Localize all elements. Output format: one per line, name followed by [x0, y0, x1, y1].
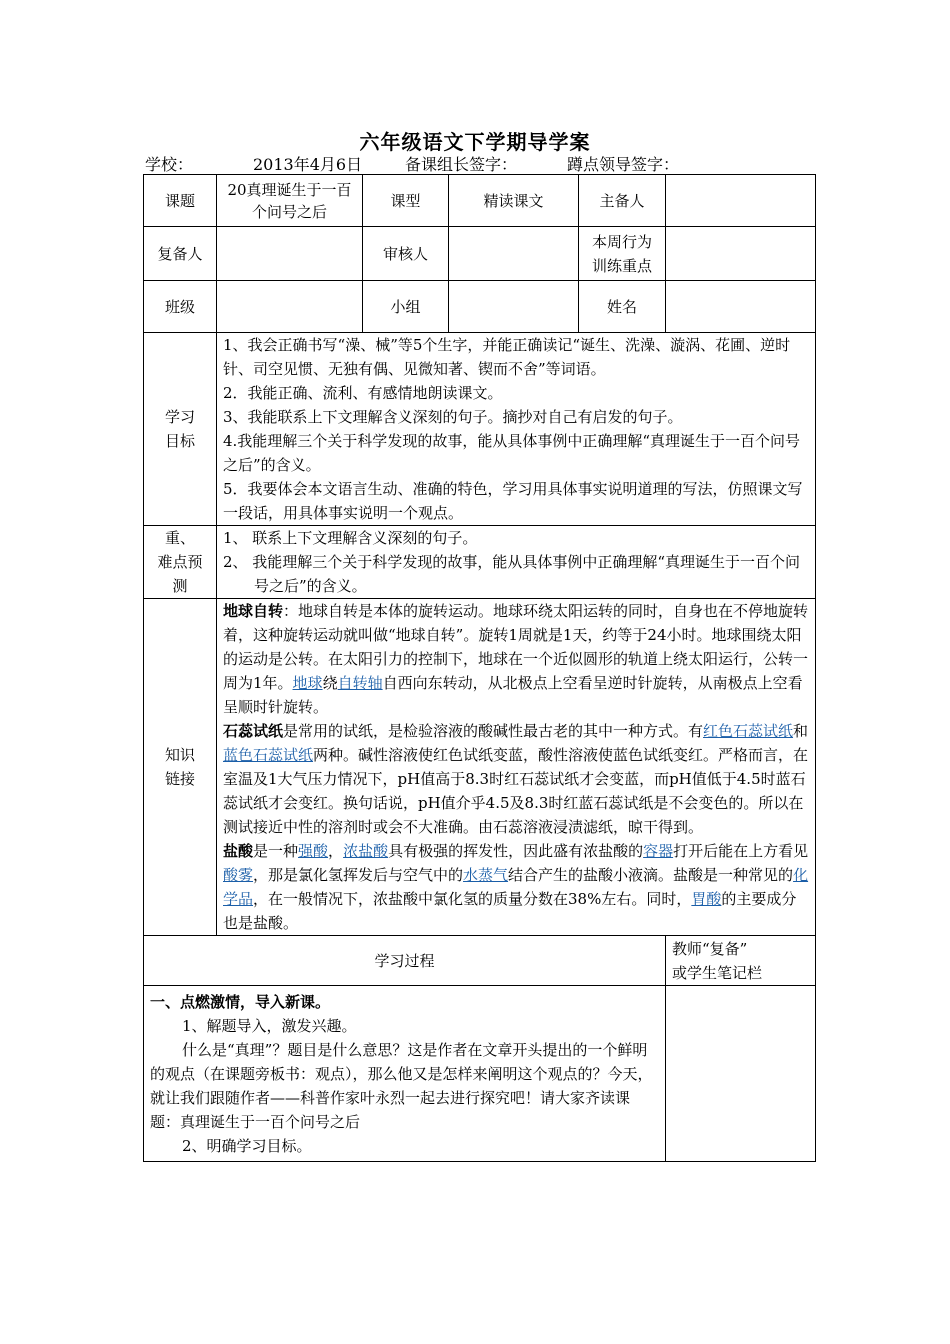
earth-rotation-paragraph	[223, 599, 809, 719]
knowledge-label	[144, 599, 217, 936]
litmus-text: 和	[793, 722, 809, 740]
hydrochloric-acid-paragraph	[223, 839, 809, 935]
class-value	[217, 281, 363, 333]
name-label: 姓名	[579, 281, 666, 333]
knowledge-label-line-1: 知识	[164, 746, 195, 764]
week-focus-label: 本周行为训练重点	[579, 227, 666, 281]
strong-acid-link[interactable]: 强酸	[298, 842, 329, 860]
blue-litmus-link[interactable]: 蓝色石蕊试纸	[223, 746, 314, 764]
info-row-3	[144, 281, 816, 333]
week-focus-value	[666, 227, 816, 281]
step-2-heading: 2、明确学习目标。	[182, 1136, 312, 1155]
audit-label: 审核人	[363, 227, 449, 281]
type-label: 课型	[363, 175, 449, 227]
goals-content	[217, 333, 816, 526]
acid-text: 的主要成分也是盐酸。	[223, 890, 797, 932]
key-point-item: 2、 我能理解三个关于科学发现的故事，能从具体事例中正确理解“真理诞生于一百个问号之后”的含义。	[223, 553, 800, 595]
goal-item: 1、我会正确书写“澡、械”等5个生字，并能正确读记“诞生、洗澡、漩涡、花圃、逆时针、司空见惯、无独有偶、见微知著、锲而不舍”等词语。	[223, 336, 791, 378]
acid-text: ，那是氯化氢挥发后与空气中的	[253, 866, 464, 884]
acid-mist-link[interactable]: 酸雾	[223, 866, 254, 884]
group-label: 小组	[363, 281, 449, 333]
earth-rotation-term: 地球自转	[223, 602, 284, 620]
page-title: 六年级语文下学期导学案	[359, 130, 591, 154]
notes-header-line-1: 教师“复备”	[672, 939, 748, 958]
acid-text: ，	[328, 842, 344, 860]
acid-text: ，在一般情况下，浓盐酸中氯化氢的质量分数在38%左右。同时，	[253, 890, 692, 908]
goals-label	[144, 333, 217, 526]
process-body	[144, 986, 666, 1162]
chemical-link[interactable]: 化学品	[223, 866, 809, 908]
lesson-plan-table	[143, 174, 816, 1162]
earth-text: ：地球自转是本体的旋转运动。地球环绕太阳运转的同时，自身也在不停地旋转着，这种旋转运动就叫做“地球自转”。旋转1周就是1天，约等于24小时。地球围绕太阳的运动是公转。在太阳引力的控制下，地球在一个近似圆形的轨道上绕太阳运行，公转一周为1年。	[223, 602, 809, 692]
type-value: 精读课文	[449, 175, 579, 227]
acid-text: 是一种	[253, 842, 299, 860]
water-vapor-link[interactable]: 水蒸气	[463, 866, 509, 884]
topic-label: 课题	[144, 175, 217, 227]
litmus-term: 石蕊试纸	[223, 722, 284, 740]
key-points-label-line-3: 测	[172, 577, 188, 595]
key-points-label-line-1: 重、	[164, 529, 195, 547]
earth-link[interactable]: 地球	[292, 674, 323, 692]
audit-value	[449, 227, 579, 281]
goal-item: 4.我能理解三个关于科学发现的故事，能从具体事例中正确理解“真理诞生于一百个问号之后”的含义。	[223, 432, 800, 474]
review-label: 复备人	[144, 227, 217, 281]
container-link[interactable]: 容器	[643, 842, 674, 860]
notes-column[interactable]	[666, 986, 816, 1162]
key-points-content	[217, 526, 816, 599]
process-header-row	[144, 936, 816, 986]
gastric-acid-link[interactable]: 胃酸	[691, 890, 722, 908]
topic-value: 20真理诞生于一百个问号之后	[217, 175, 363, 227]
goals-label-line-2: 目标	[164, 432, 195, 450]
header-signature-line	[145, 152, 825, 175]
goal-item: 5．我要体会本文语言生动、准确的特色，学习用具体事实说明道理的写法，仿照课文写一段话，用具体事实说明一个观点。	[223, 480, 803, 522]
class-label: 班级	[144, 281, 217, 333]
goals-row	[144, 333, 816, 526]
date-text: 2013年4月6日	[253, 155, 363, 174]
acid-text: 具有极强的挥发性，因此盛有浓盐酸的	[388, 842, 644, 860]
notes-header-line-2: 或学生笔记栏	[672, 963, 763, 982]
lead-value	[666, 175, 816, 227]
concentrated-hcl-link[interactable]: 浓盐酸	[343, 842, 389, 860]
knowledge-row	[144, 599, 816, 936]
knowledge-content	[217, 599, 816, 936]
key-points-label	[144, 526, 217, 599]
litmus-text: 两种。碱性溶液使红色试纸变蓝，酸性溶液使蓝色试纸变红。严格而言，在室温及1大气压力情况下，pH值高于8.3时红石蕊试纸才会变蓝，而pH值低于4.5时蓝石蕊试纸才会变红。换句话说，pH值介乎4.5及8.3时红蓝石蕊试纸是不会变色的。所以在测试接近中性的溶剂时或会不大准确。由石蕊溶液浸渍滤纸，晾干得到。	[223, 746, 809, 836]
notes-header	[666, 936, 816, 986]
rotation-axis-link[interactable]: 自转轴	[337, 674, 383, 692]
acid-text: 打开后能在上方看见	[673, 842, 809, 860]
school-label: 学校：	[145, 155, 194, 174]
knowledge-label-line-2: 链接	[164, 770, 195, 788]
group-leader-sign-label: 备课组长签字：	[405, 155, 518, 174]
goals-label-line-1: 学习	[164, 408, 195, 426]
litmus-paragraph	[223, 719, 809, 839]
acid-term: 盐酸	[223, 842, 254, 860]
section-1-title: 一、点燃激情，导入新课。	[150, 992, 331, 1011]
leader-sign-label: 蹲点领导签字：	[567, 155, 680, 174]
goal-item: 2．我能正确、流利、有感情地朗读课文。	[223, 384, 503, 402]
process-body-row	[144, 986, 816, 1162]
info-row-1	[144, 175, 816, 227]
step-1-text: 什么是“真理”？题目是什么意思？这是作者在文章开头提出的一个鲜明的观点（在课题旁板书：观点），那么他又是怎样来阐明这个观点的？今天，就让我们跟随作者——科普作家叶永烈一起去进行探究吧！请大家齐读课题：真理诞生于一百个问号之后	[150, 1040, 653, 1131]
earth-text: 绕	[322, 674, 338, 692]
review-value	[217, 227, 363, 281]
group-value	[449, 281, 579, 333]
key-points-row	[144, 526, 816, 599]
earth-text: 自西向东转动，从北极点上空看呈逆时针旋转，从南极点上空看呈顺时针旋转。	[223, 674, 803, 716]
process-header: 学习过程	[144, 936, 666, 986]
goal-item: 3、我能联系上下文理解含义深刻的句子。摘抄对自己有启发的句子。	[223, 408, 683, 426]
litmus-text: 是常用的试纸，是检验溶液的酸碱性最古老的其中一种方式。有	[283, 722, 704, 740]
lead-label: 主备人	[579, 175, 666, 227]
key-point-item: 1、 联系上下文理解含义深刻的句子。	[223, 529, 478, 547]
acid-text: 结合产生的盐酸小液滴。盐酸是一种常见的	[508, 866, 794, 884]
info-row-2	[144, 227, 816, 281]
red-litmus-link[interactable]: 红色石蕊试纸	[703, 722, 794, 740]
key-points-label-line-2: 难点预	[157, 553, 203, 571]
name-value	[666, 281, 816, 333]
step-1-heading: 1、解题导入，激发兴趣。	[182, 1016, 357, 1035]
